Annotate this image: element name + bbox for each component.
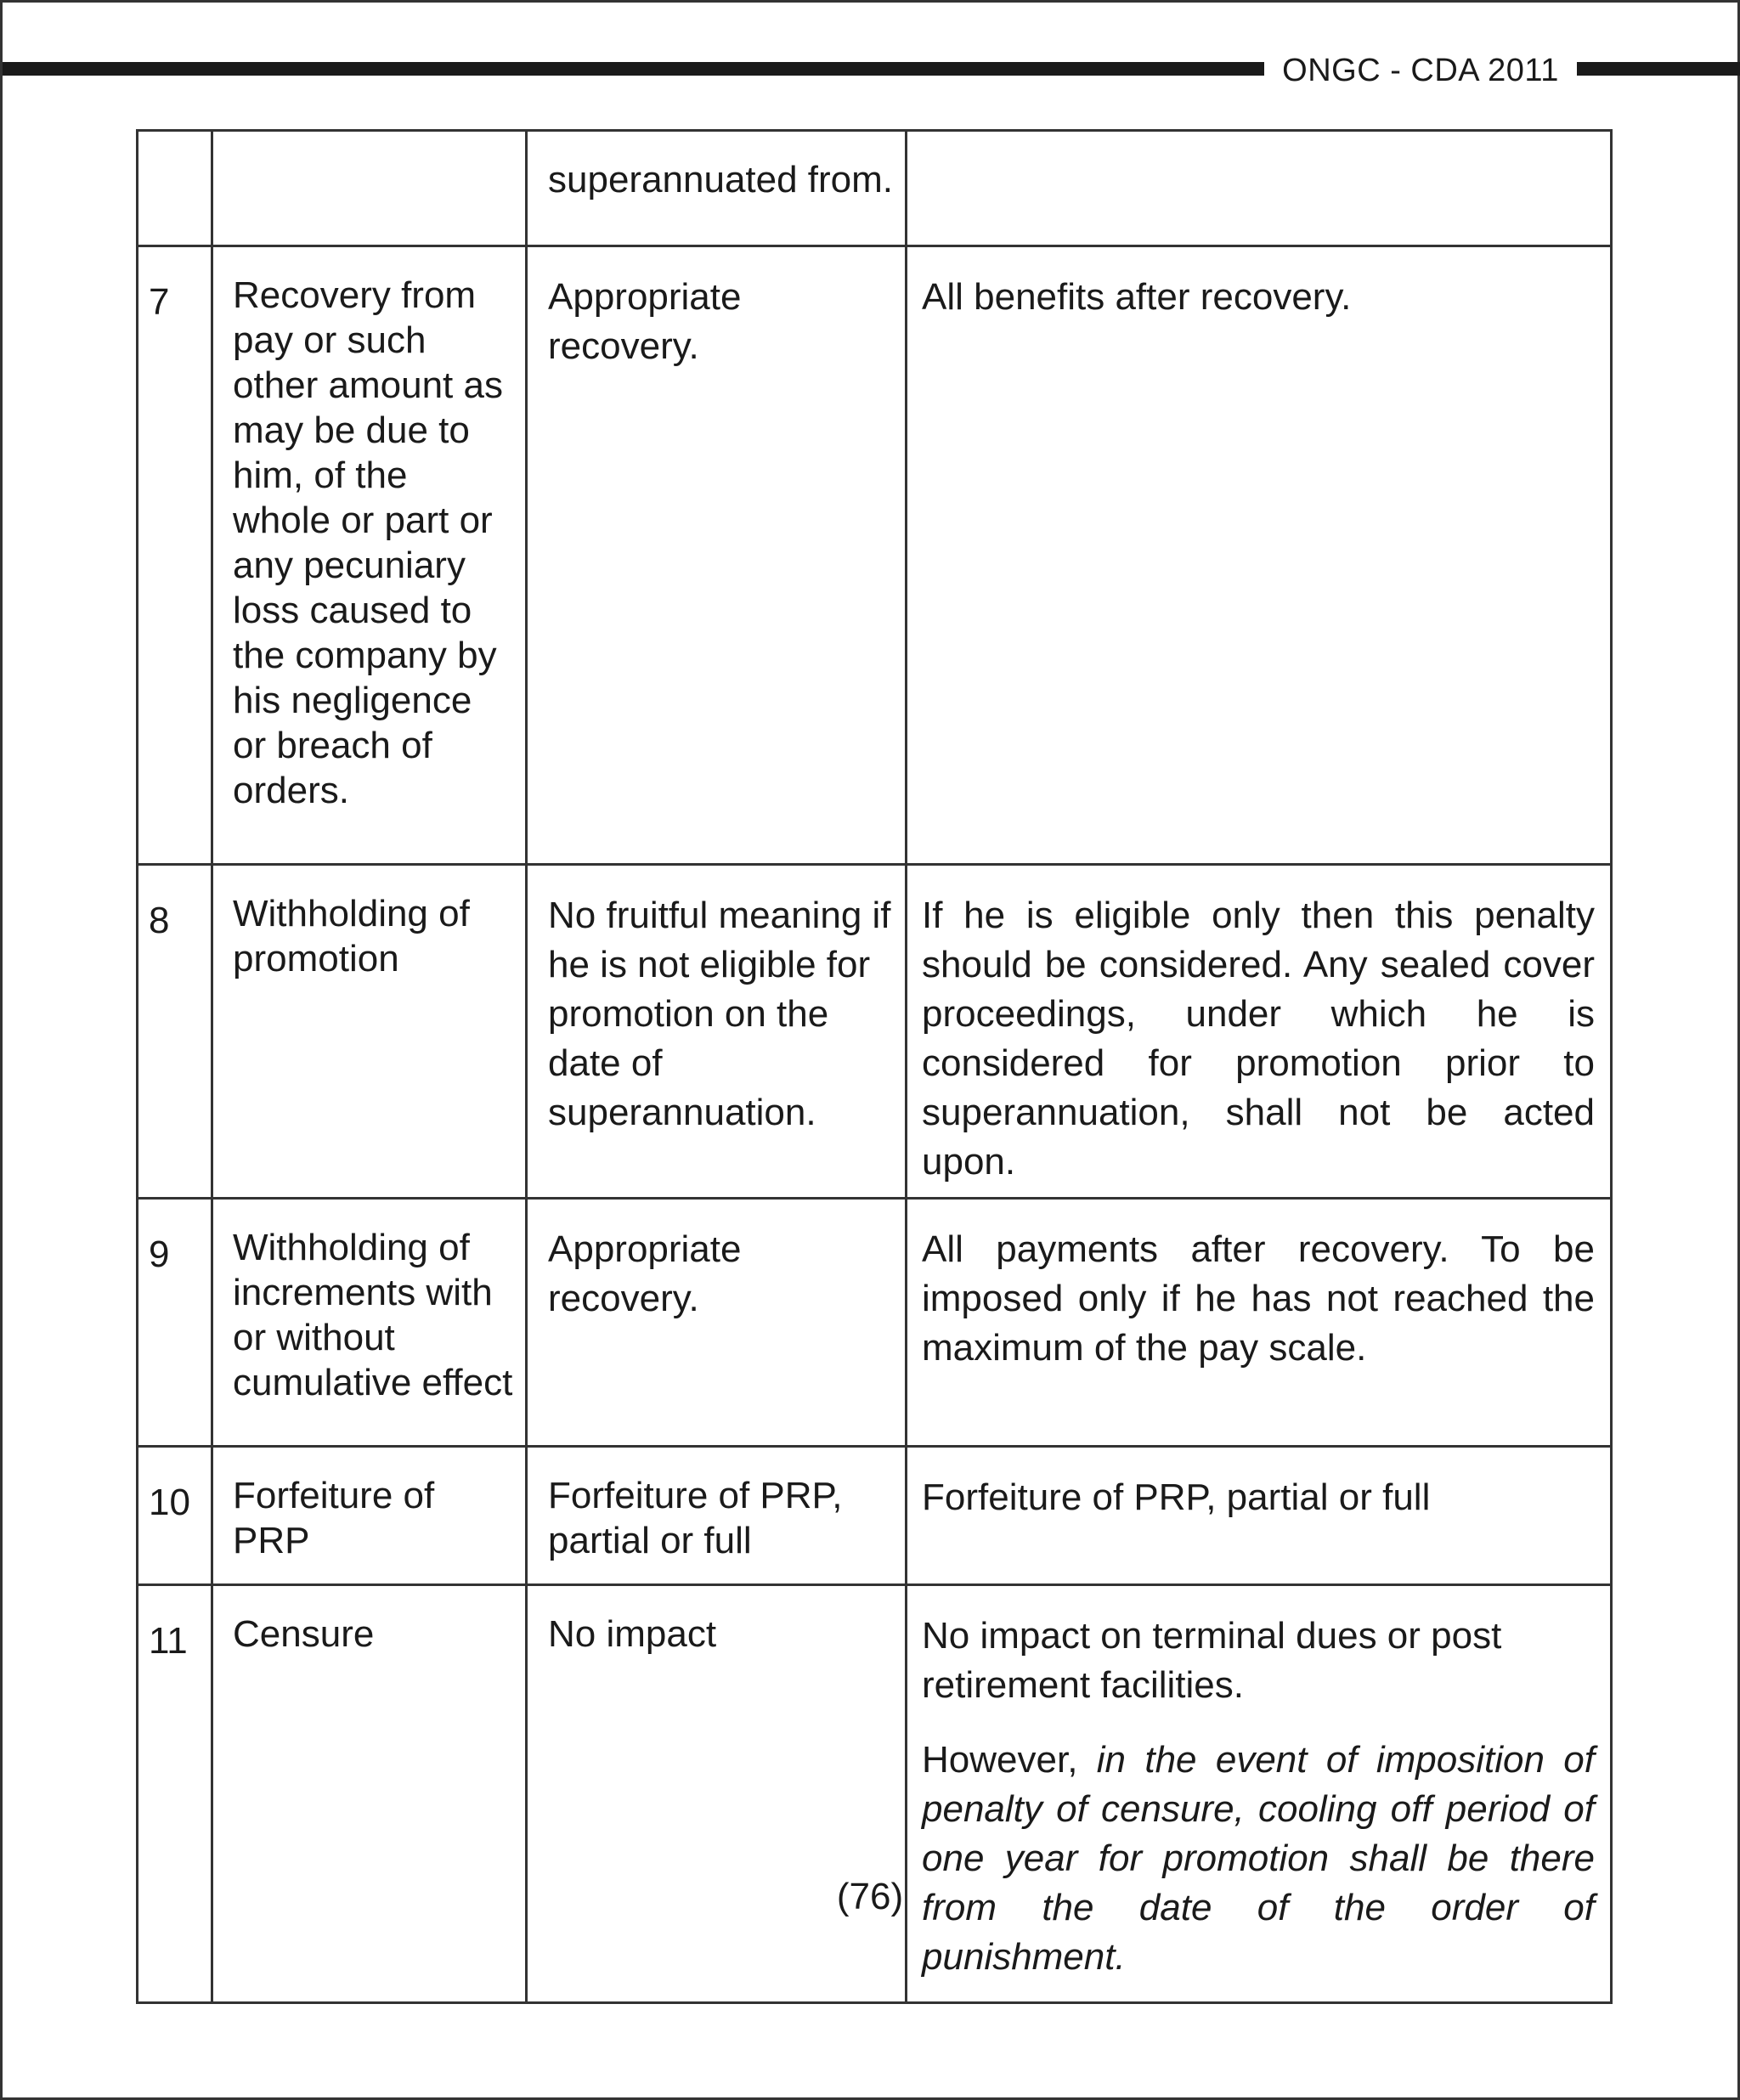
header-title: ONGC - CDA 2011	[1264, 52, 1577, 89]
row-number: 10	[138, 1447, 212, 1585]
page-number: (76)	[836, 1876, 904, 1917]
table-row	[138, 1199, 1612, 1447]
impact-cell: Appropriate recovery.	[527, 246, 907, 865]
impact-cell: superannuated from.	[527, 131, 907, 246]
table-row	[138, 1447, 1612, 1585]
penalty-cell: Withholding of increments with or without cumulative effect	[212, 1199, 527, 1447]
penalty-cell: Forfeiture of PRP	[212, 1447, 527, 1585]
conditions-cell: All payments after recovery. To be imposed only if he has not reached the maximum of the pay scale.	[907, 1199, 1612, 1447]
impact-cell: No fruitful meaning if he is not eligible for promotion on the date of superannuation.	[527, 865, 907, 1199]
row-number: 9	[138, 1199, 212, 1447]
conditions-note-lead: However,	[922, 1739, 1078, 1781]
penalty-cell: Recovery from pay or such other amount as may be due to him, of the whole or part or any pecuniary loss caused to the company by his negligence or breach of orders.	[212, 246, 527, 865]
header-rule	[3, 62, 1264, 76]
conditions-cell: Forfeiture of PRP, partial or full	[907, 1447, 1612, 1585]
row-number: 11	[138, 1585, 212, 2003]
conditions-cell	[907, 131, 1612, 246]
impact-cell: Appropriate recovery.	[527, 1199, 907, 1447]
table-row	[138, 246, 1612, 865]
impact-cell: Forfeiture of PRP, partial or full	[527, 1447, 907, 1585]
table-row	[138, 1585, 1612, 2003]
impact-cell: No impact	[527, 1585, 907, 2003]
conditions-cell: If he is eligible only then this penalty should be considered. Any sealed cover proceedings, under which he is considered for promotion prior to superannuation, shall not be acted upon.	[907, 865, 1612, 1199]
row-number: 7	[138, 246, 212, 865]
row-number: 8	[138, 865, 212, 1199]
penalty-cell	[212, 131, 527, 246]
penalty-cell: Withholding of promotion	[212, 865, 527, 1199]
conditions-text: No impact on terminal dues or post retirement facilities.	[922, 1615, 1502, 1706]
table-row	[138, 865, 1612, 1199]
penalty-table	[136, 129, 1613, 2004]
conditions-cell: All benefits after recovery.	[907, 246, 1612, 865]
row-number	[138, 131, 212, 246]
table-row	[138, 131, 1612, 246]
conditions-note-italic: in the event of imposition of penalty of censure, cooling off period of one year for promotion shall be there from the date of the order of punishment.	[922, 1739, 1595, 1978]
conditions-note	[922, 1736, 1595, 1982]
header-rule-right	[1577, 62, 1740, 76]
penalty-cell: Censure	[212, 1585, 527, 2003]
conditions-cell	[907, 1585, 1612, 2003]
